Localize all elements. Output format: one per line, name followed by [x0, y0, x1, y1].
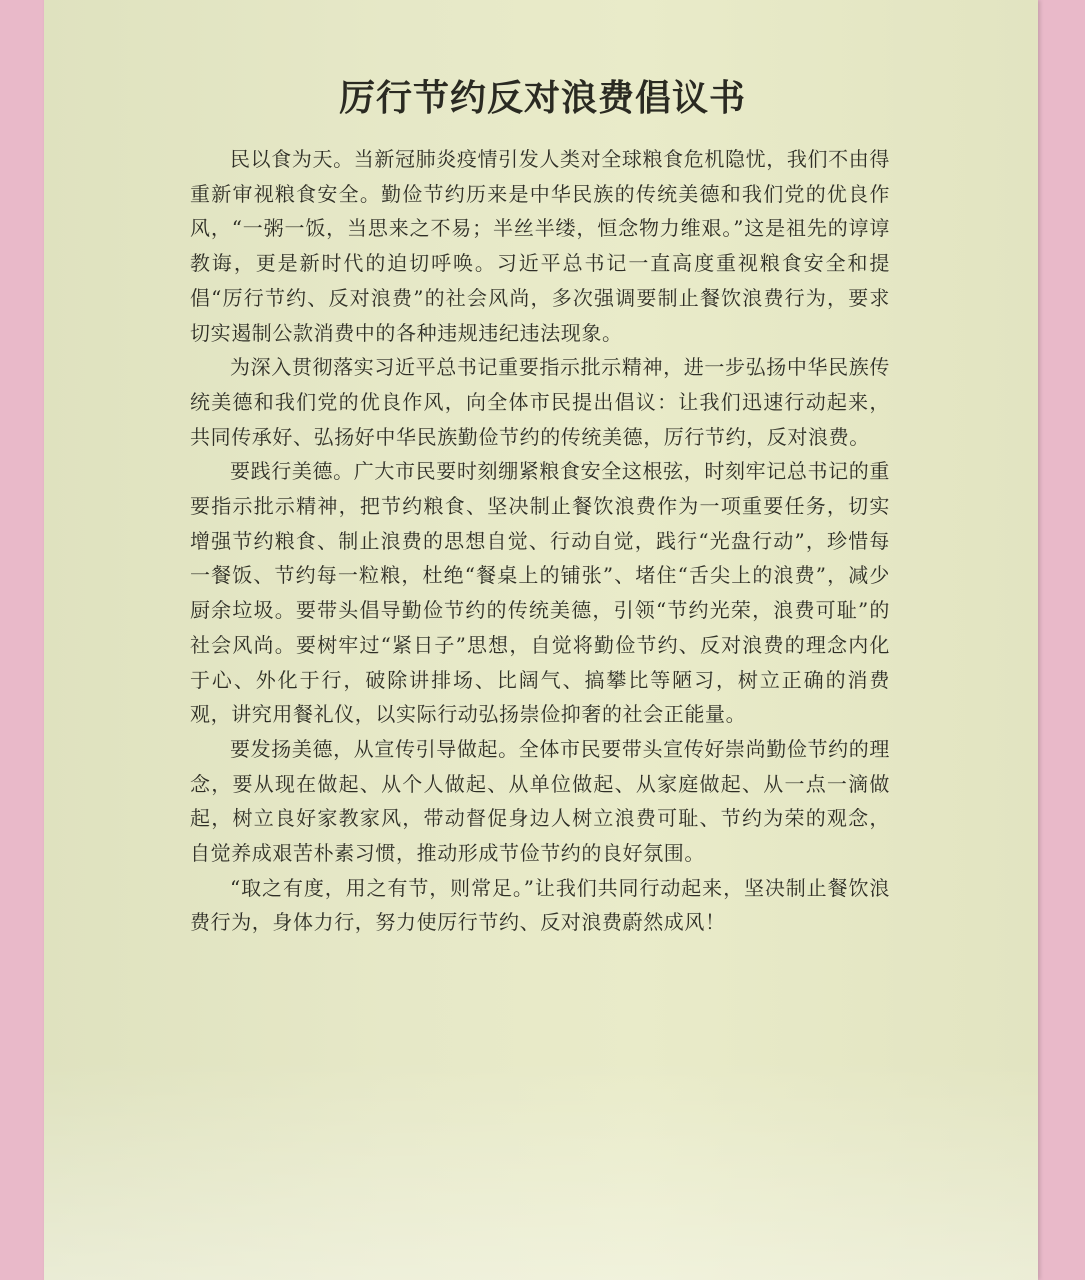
paragraph-2: 为深入贯彻落实习近平总书记重要指示批示精神，进一步弘扬中华民族传统美德和我们党的优良作风，向全体市民提出倡议：让我们迅速行动起来，共同传承好、弘扬好中华民族勤俭节约的传统美德，厉行节约，反对浪费。: [190, 355, 890, 449]
paragraph-3: 要践行美德。广大市民要时刻绷紧粮食安全这根弦，时刻牢记总书记的重要指示批示精神，把节约粮食、坚决制止餐饮浪费作为一项重要任务，切实增强节约粮食、制止浪费的思想自觉、行动自觉，践行“光盘行动”，珍惜每一餐饭、节约每一粒粮，杜绝“餐桌上的铺张”、堵住“舌尖上的浪费”，减少厨余垃圾。要带头倡导勤俭节约的传统美德，引领“节约光荣，浪费可耻”的社会风尚。要树牢过“紧日子”思想，自觉将勤俭节约、反对浪费的理念内化于心、外化于行，破除讲排场、比阔气、搞攀比等陋习，树立正确的消费观，讲究用餐礼仪，以实际行动弘扬崇俭抑奢的社会正能量。: [190, 459, 890, 727]
paragraph-5: “取之有度，用之有节，则常足。”让我们共同行动起来，坚决制止餐饮浪费行为，身体力行，努力使厉行节约、反对浪费蔚然成风！: [190, 875, 890, 935]
paragraph-4: 要发扬美德，从宣传引导做起。全体市民要带头宣传好崇尚勤俭节约的理念，要从现在做起、从个人做起、从单位做起、从家庭做起、从一点一滴做起，树立良好家教家风，带动督促身边人树立浪费可耻、节约为荣的观念，自觉养成艰苦朴素习惯，推动形成节俭节约的良好氛围。: [190, 736, 890, 866]
paragraph-1: 民以食为天。当新冠肺炎疫情引发人类对全球粮食危机隐忧，我们不由得重新审视粮食安全。勤俭节约历来是中华民族的传统美德和我们党的优良作风，“一粥一饭，当思来之不易；半丝半缕，恒念物力维艰。”这是祖先的谆谆教诲，更是新时代的迫切呼唤。习近平总书记一直高度重视粮食安全和提倡“厉行节约、反对浪费”的社会风尚，多次强调要制止餐饮浪费行为，要求切实遏制公款消费中的各种违规违纪违法现象。: [190, 147, 890, 345]
document-body: [190, 142, 890, 940]
document-title: 厉行节约反对浪费倡议书: [338, 77, 746, 119]
